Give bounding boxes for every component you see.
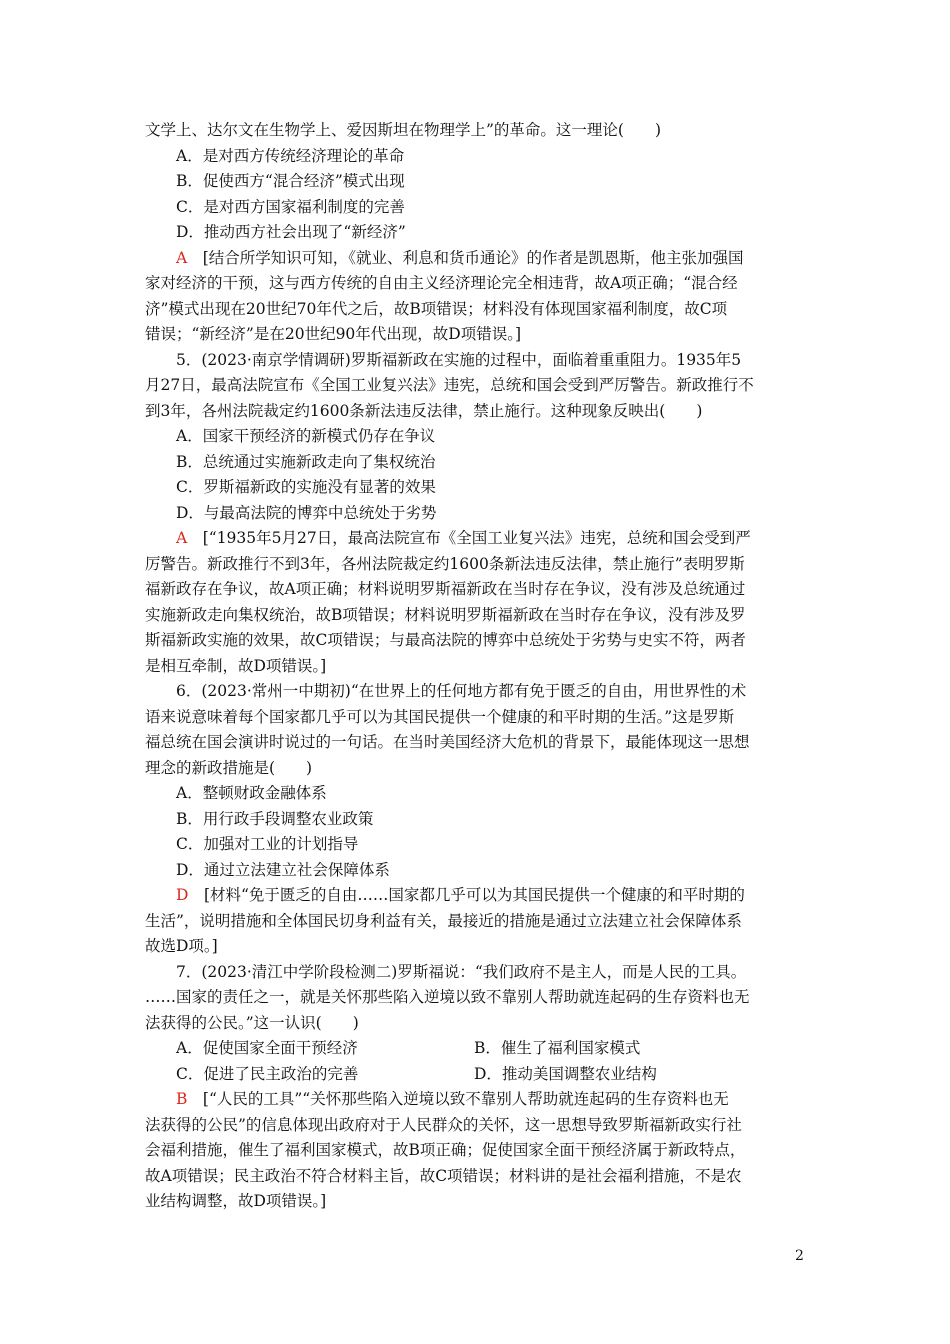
q4-explanation-line: 错误；“新经济”是在20世纪90年代出现，故D项错误。] [145,325,522,343]
q6-explanation-line: 故选D项。] [145,937,218,955]
q6-explanation-line: D [材料“免于匮乏的自由……国家都几乎可以为其国民提供一个健康的和平时期的 [176,886,745,904]
q4-explanation-line: 家对经济的干预，这与西方传统的自由主义经济理论完全相违背，故A项正确；“混合经 [145,274,738,292]
q7-stem: 7．(2023·清江中学阶段检测二)罗斯福说：“我们政府不是主人，而是人民的工具。 [176,962,747,981]
q7-option-b: B．催生了福利国家模式 [474,1039,641,1057]
q7-option-c: C．促进了民主政治的完善 [176,1064,359,1083]
q5-option-d: D．与最高法院的博弈中总统处于劣势 [176,503,437,522]
q7-stem: ……国家的责任之一，就是关怀那些陷入逆境以致不靠别人帮助就连起码的生存资料也无 [145,988,750,1006]
q7-explanation-line: 法获得的公民”的信息体现出政府对于人民群众的关怀，这一思想导致罗斯福新政实行社 [145,1115,742,1134]
q5-answer: A [176,529,188,547]
q6-stem: 语来说意味着每个国家都几乎可以为其国民提供一个健康的和平时期的生活。”这是罗斯 [145,707,735,726]
q5-option-b: B．总统通过实施新政走向了集权统治 [176,452,436,471]
q5-explanation-line: 福新政存在争议，故A项正确；材料说明罗斯福新政在当时存在争议，没有涉及总统通过 [145,580,746,598]
q7-explanation-line: 会福利措施，催生了福利国家模式，故B项正确；促使国家全面干预经济属于新政特点， [145,1141,746,1159]
q6-stem: 福总统在国会演讲时说过的一句话。在当时美国经济大危机的背景下，最能体现这一思想 [145,733,750,751]
q5-option-a: A．国家干预经济的新模式仍存在争议 [176,427,436,445]
q7-option-a: A．促使国家全面干预经济 [176,1039,358,1057]
q5-option-c: C．罗斯福新政的实施没有显著的效果 [176,478,436,496]
q6-answer: D [176,886,189,904]
q7-option-d: D．推动美国调整农业结构 [474,1064,657,1083]
q6-option-a: A．整顿财政金融体系 [176,784,327,802]
q4-explanation-line: A [结合所学知识可知，《就业、利息和货币通论》的作者是凯恩斯，他主张加强国 [176,248,744,267]
q7-explanation-line: 故A项错误；民主政治不符合材料主旨，故C项错误；材料讲的是社会福利措施，不是农 [145,1166,742,1185]
q5-explanation-line: 是相互牵制，故D项错误。] [145,656,327,675]
q4-option-d: D．推动西方社会出现了“新经济” [176,223,406,241]
q7-options-row [145,1036,805,1062]
q7-stem: 法获得的公民。”这一认识( ) [145,1013,359,1032]
q7-explanation-line: 业结构调整，故D项错误。] [145,1192,327,1210]
q6-stem: 6．(2023·常州一中期初)“在世界上的任何地方都有免于匮乏的自由，用世界性的术 [176,682,747,700]
q5-explanation-line: A [“1935年5月27日，最高法院宣布《全国工业复兴法》违宪，总统和国会受到严 [176,529,751,547]
q4-option-c: C．是对西方国家福利制度的完善 [176,197,405,216]
q4-stem: 文学上、达尔文在生物学上、爱因斯坦在物理学上”的革命。这一理论( ) [145,121,662,139]
q7-explanation-line: B [“人民的工具”“关怀那些陷入逆境以致不靠别人帮助就连起码的生存资料也无 [176,1090,729,1108]
q6-option-b: B．用行政手段调整农业政策 [176,809,374,828]
q6-explanation-line: 生活”，说明措施和全体国民切身利益有关，最接近的措施是通过立法建立社会保障体系 [145,911,742,930]
q6-option-d: D．通过立法建立社会保障体系 [176,860,390,879]
q6-option-c: C．加强对工业的计划指导 [176,835,359,853]
document-page [145,118,805,1215]
q5-stem: 月27日，最高法院宣布《全国工业复兴法》违宪，总统和国会受到严厉警告。新政推行不 [145,376,754,394]
q5-explanation-line: 实施新政走向集权统治，故B项错误；材料说明罗斯福新政在当时存在争议，没有涉及罗 [145,605,746,624]
q7-answer: B [176,1090,188,1108]
q6-stem: 理念的新政措施是( ) [145,758,313,777]
q4-answer: A [176,248,188,267]
page-number: 2 [795,1248,804,1264]
q4-explanation-line: 济”模式出现在20世纪70年代之后，故B项错误；材料没有体现国家福利制度，故C项 [145,299,728,318]
q4-option-b: B．促使西方“混合经济”模式出现 [176,172,405,190]
q5-stem: 5．(2023·南京学情调研)罗斯福新政在实施的过程中，面临着重重阻力。1935年5 [176,350,742,369]
q4-option-a: A．是对西方传统经济理论的革命 [176,146,405,165]
q5-explanation-line: 厉警告。新政推行不到3年，各州法院裁定约1600条新法违反法律，禁止施行”表明罗斯 [145,554,745,573]
q5-explanation-line: 斯福新政实施的效果，故C项错误；与最高法院的博弈中总统处于劣势与史实不符，两者 [145,631,746,649]
q7-options-row [145,1062,805,1088]
q5-stem: 到3年，各州法院裁定约1600条新法违反法律，禁止施行。这种现象反映出( ) [145,401,703,420]
